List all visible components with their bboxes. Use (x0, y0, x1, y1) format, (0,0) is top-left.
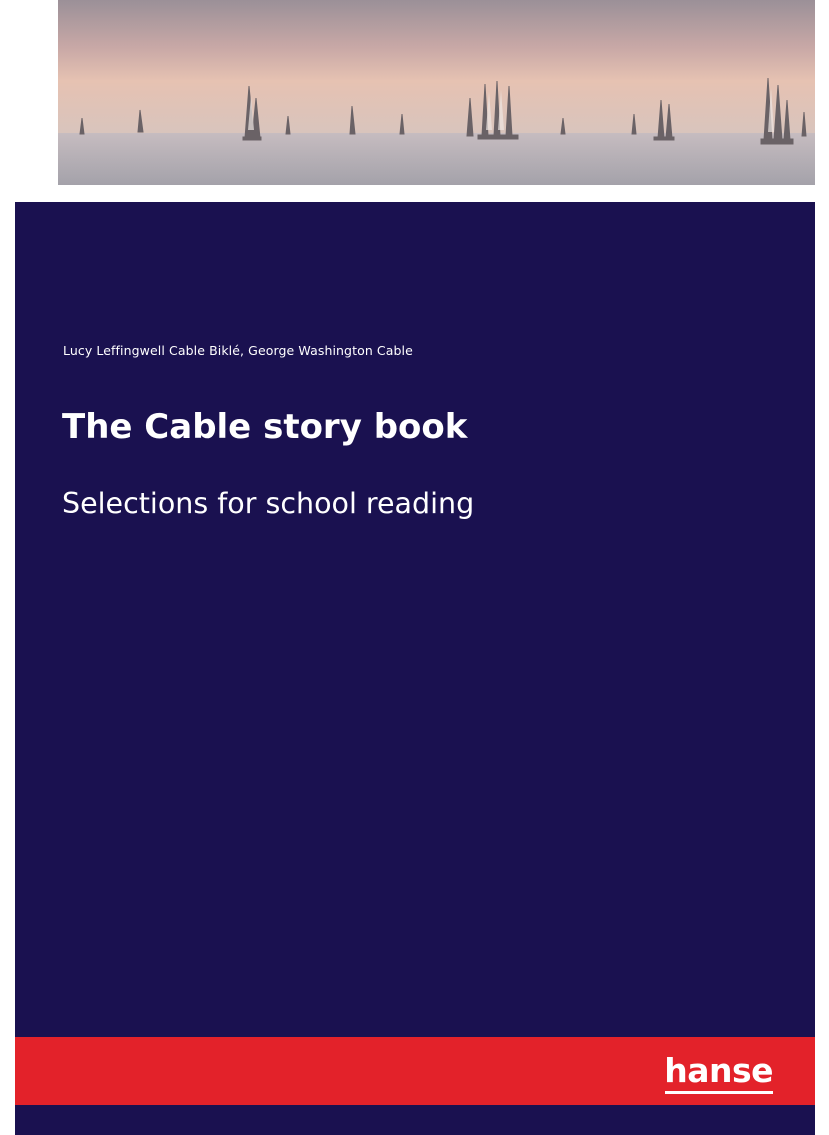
book-cover (15, 202, 815, 1135)
book-subtitle: Selections for school reading (62, 487, 475, 520)
author-names: Lucy Leffingwell Cable Biklé, George Washington Cable (63, 343, 413, 358)
cover-photo (58, 0, 815, 185)
publisher-band (15, 1037, 815, 1105)
book-title: The Cable story book (62, 407, 468, 447)
publisher-logo: hanse (664, 1051, 773, 1090)
logo-underline (665, 1091, 773, 1094)
tall-ships-seascape-image (58, 0, 815, 185)
